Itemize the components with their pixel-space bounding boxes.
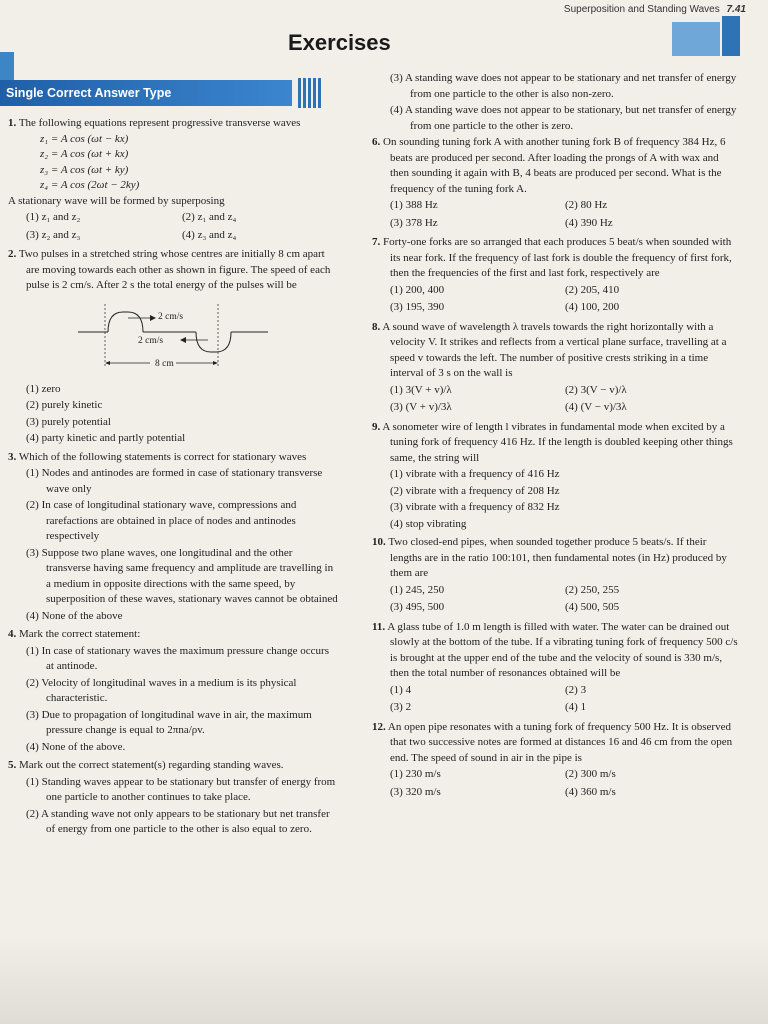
answer-option: (3) 378 Hz xyxy=(390,216,438,229)
options-grid xyxy=(372,582,740,617)
answer-option: (4) 100, 200 xyxy=(565,301,620,313)
question-text: 3. Which of the following statements is correct for stationary waves xyxy=(8,450,307,463)
question-text: 10. Two closed-end pipes, when sounded together produce 5 beats/s. If their lengths are in the ratio 100:101, then fundamental notes (in Hz) produced by them are xyxy=(372,536,727,579)
answer-option: (2) 80 Hz xyxy=(565,199,608,211)
section-banner-stripes xyxy=(298,78,322,108)
question-9 xyxy=(372,420,740,533)
answer-option: (1) zero xyxy=(26,382,61,395)
answer-option: (1) vibrate with a frequency of 416 Hz xyxy=(390,468,560,480)
answer-option: (1) 388 Hz xyxy=(390,199,438,211)
options-grid xyxy=(372,682,740,717)
question-3 xyxy=(8,450,338,625)
question-text: 4. Mark the correct statement: xyxy=(8,628,141,640)
question-12 xyxy=(372,720,740,802)
answer-option: (2) 300 m/s xyxy=(565,768,616,780)
answer-option: (1) 245, 250 xyxy=(390,583,445,596)
question-11 xyxy=(372,620,740,717)
question-text: 11. A glass tube of 1.0 m length is filled with water. The water can be drained out slowly at the bottom of the tube. If a vibrating tuning fork of frequency 500 c/s is brought at the upper end of the tube and the velocity of sound is 330 m/s, then the total number of resonances obtained will be xyxy=(372,620,738,679)
options-list xyxy=(8,382,338,447)
options-list xyxy=(8,775,338,838)
answer-option: (3) 2 xyxy=(390,701,412,713)
answer-option: (1) Nodes and antinodes are formed in case of stationary transverse wave only xyxy=(26,467,323,495)
header-decoration-bar xyxy=(672,22,720,56)
question-5-continued-options xyxy=(372,71,740,134)
answer-option: (1) Standing waves appear to be stationary but transfer of energy from one particle to another continues to take place. xyxy=(26,775,336,803)
options-grid xyxy=(372,282,740,317)
answer-option: (4) 390 Hz xyxy=(565,216,613,229)
answer-option: (1) 3(V + v)/λ xyxy=(390,383,452,396)
section-banner: Single Correct Answer Type xyxy=(0,80,292,106)
answer-option: (3) 495, 500 xyxy=(390,601,445,613)
answer-option: (2) 3 xyxy=(565,683,587,696)
question-text-continued: A stationary wave will be formed by superposing xyxy=(8,194,225,207)
question-text: 8. A sound wave of wavelength λ travels towards the right horizontally with a velocity V. It strikes and reflects from a vertical plane surface, travelling at a speed v towards the left. The number of positive crests striking in a time interval of 3 s on the wall is xyxy=(372,320,727,379)
options-grid xyxy=(372,382,740,417)
running-header xyxy=(564,4,746,15)
answer-option: (1) 230 m/s xyxy=(390,768,441,780)
running-title: Superposition and Standing Waves xyxy=(563,4,720,15)
answer-option: (3) purely potential xyxy=(26,415,111,428)
options-grid xyxy=(372,197,740,232)
answer-option: (1) 200, 400 xyxy=(390,283,445,296)
answer-option: (2) 250, 255 xyxy=(565,583,620,596)
header-decoration-bar-dark xyxy=(722,16,740,56)
options-grid xyxy=(372,766,740,801)
options-list xyxy=(372,467,740,532)
question-2 xyxy=(8,247,338,447)
answer-option: (3) Due to propagation of longitudinal wave in air, the maximum pressure change is equal to 2πna/ρv. xyxy=(26,708,312,736)
answer-option: (2) In case of longitudinal stationary wave, compressions and rarefactions are obtained in place of nodes and antinodes respectively xyxy=(26,499,297,542)
question-5 xyxy=(8,758,338,838)
question-7 xyxy=(372,235,740,317)
answer-option: (4) (V − v)/3λ xyxy=(565,401,627,413)
answer-option: (4) None of the above. xyxy=(26,740,126,753)
question-6 xyxy=(372,135,740,232)
question-text: 2. Two pulses in a stretched string whose centres are initially 8 cm apart are moving towards each other as shown in figure. The speed of each pulse is 2 cm/s. After 2 s the total energy of the pulses will be xyxy=(8,248,331,291)
speed-label: 2 cm/s xyxy=(138,335,164,346)
answer-option: (3) z₂ and z₃ xyxy=(26,228,81,241)
options-list xyxy=(8,644,338,756)
answer-option: (2) vibrate with a frequency of 208 Hz xyxy=(390,484,560,497)
answer-option: (3) vibrate with a frequency of 832 Hz xyxy=(390,501,560,513)
answer-option: (2) A standing wave not only appears to be stationary but net transfer of energy from one particle to the other is also equal to zero. xyxy=(26,807,330,835)
question-text: 12. An open pipe resonates with a tuning fork of frequency 500 Hz. It is observed that two successive notes are formed at distances 16 and 46 cm from the open end. The speed of sound in air in the pipe is xyxy=(372,720,733,764)
answer-option: (3) A standing wave does not appear to be stationary and net transfer of energy from one particle to the other is also non-zero. xyxy=(390,72,737,100)
answer-option: (3) Suppose two plane waves, one longitudinal and the other transverse having same frequency and amplitude are travelling in a medium in opposite directions with the same speed, by superposition of these waves, stationary waves cannot be obtained xyxy=(26,546,338,605)
question-text: 9. A sonometer wire of length l vibrates in fundamental mode when excited by a tuning fork of frequency 416 Hz. If the length is doubled keeping other things same, the string will xyxy=(372,420,733,464)
question-4 xyxy=(8,627,338,755)
answer-option: (2) Velocity of longitudinal waves in a medium is its physical characteristic. xyxy=(26,676,297,704)
question-text: 1. The following equations represent progressive transverse waves xyxy=(8,117,301,129)
question-text: 7. Forty-one forks are so arranged that each produces 5 beat/s when sounded with its near fork. If the frequency of last fork is double the frequency of first fork, then the frequencies of the first and last fork, respectively are xyxy=(372,236,732,279)
equation: z₁ = A cos (ωt − kx) xyxy=(40,132,129,145)
question-text: 5. Mark out the correct statement(s) regarding standing waves. xyxy=(8,759,284,771)
page-title: Exercises xyxy=(288,30,391,55)
equation: z₂ = A cos (ωt + kx) xyxy=(40,148,129,160)
answer-option: (2) 205, 410 xyxy=(565,283,620,296)
right-column xyxy=(372,70,740,804)
answer-option: (4) 1 xyxy=(565,701,587,713)
equation: z₃ = A cos (ωt + ky) xyxy=(40,163,129,176)
left-column xyxy=(8,116,338,841)
answer-option: (2) purely kinetic xyxy=(26,399,103,411)
question-8 xyxy=(372,320,740,417)
equation: z₄ = A cos (2ωt − 2ky) xyxy=(40,179,140,191)
answer-option: (4) 360 m/s xyxy=(565,785,616,798)
answer-option: (4) A standing wave does not appear to be stationary, but net transfer of energy from one particle to the other is zero. xyxy=(390,104,737,132)
answer-option: (2) z₁ and z₄ xyxy=(182,211,237,223)
pulse-figure xyxy=(8,302,338,376)
page-number: 7.41 xyxy=(726,4,746,15)
options-grid xyxy=(8,209,338,244)
distance-label: 8 cm xyxy=(155,358,174,369)
answer-option: (4) 500, 505 xyxy=(565,601,620,613)
speed-label: 2 cm/s xyxy=(158,311,184,322)
question-1 xyxy=(8,116,338,244)
answer-option: (2) 3(V − v)/λ xyxy=(565,383,627,396)
answer-option: (4) stop vibrating xyxy=(390,517,467,530)
answer-option: (3) 195, 390 xyxy=(390,301,445,313)
answer-option: (4) None of the above xyxy=(26,609,123,622)
answer-option: (1) 4 xyxy=(390,683,412,696)
answer-option: (1) In case of stationary waves the maximum pressure change occurs at antinode. xyxy=(26,644,329,672)
answer-option: (3) (V + v)/3λ xyxy=(390,401,452,413)
page-shadow xyxy=(0,934,768,1024)
answer-option: (4) party kinetic and partly potential xyxy=(26,432,186,444)
question-10 xyxy=(372,535,740,617)
answer-option: (4) z₃ and z₄ xyxy=(182,228,237,241)
question-text: 6. On sounding tuning fork A with another tuning fork B of frequency 384 Hz, 6 beats are produced per second. After loading the prongs of A with wax and then sounding it again with B, 4 beats are produced per second. What is the frequency of the tuning fork A. xyxy=(372,136,726,195)
answer-option: (1) z₁ and z₂ xyxy=(26,211,81,223)
answer-option: (3) 320 m/s xyxy=(390,785,441,798)
options-list xyxy=(8,466,338,624)
